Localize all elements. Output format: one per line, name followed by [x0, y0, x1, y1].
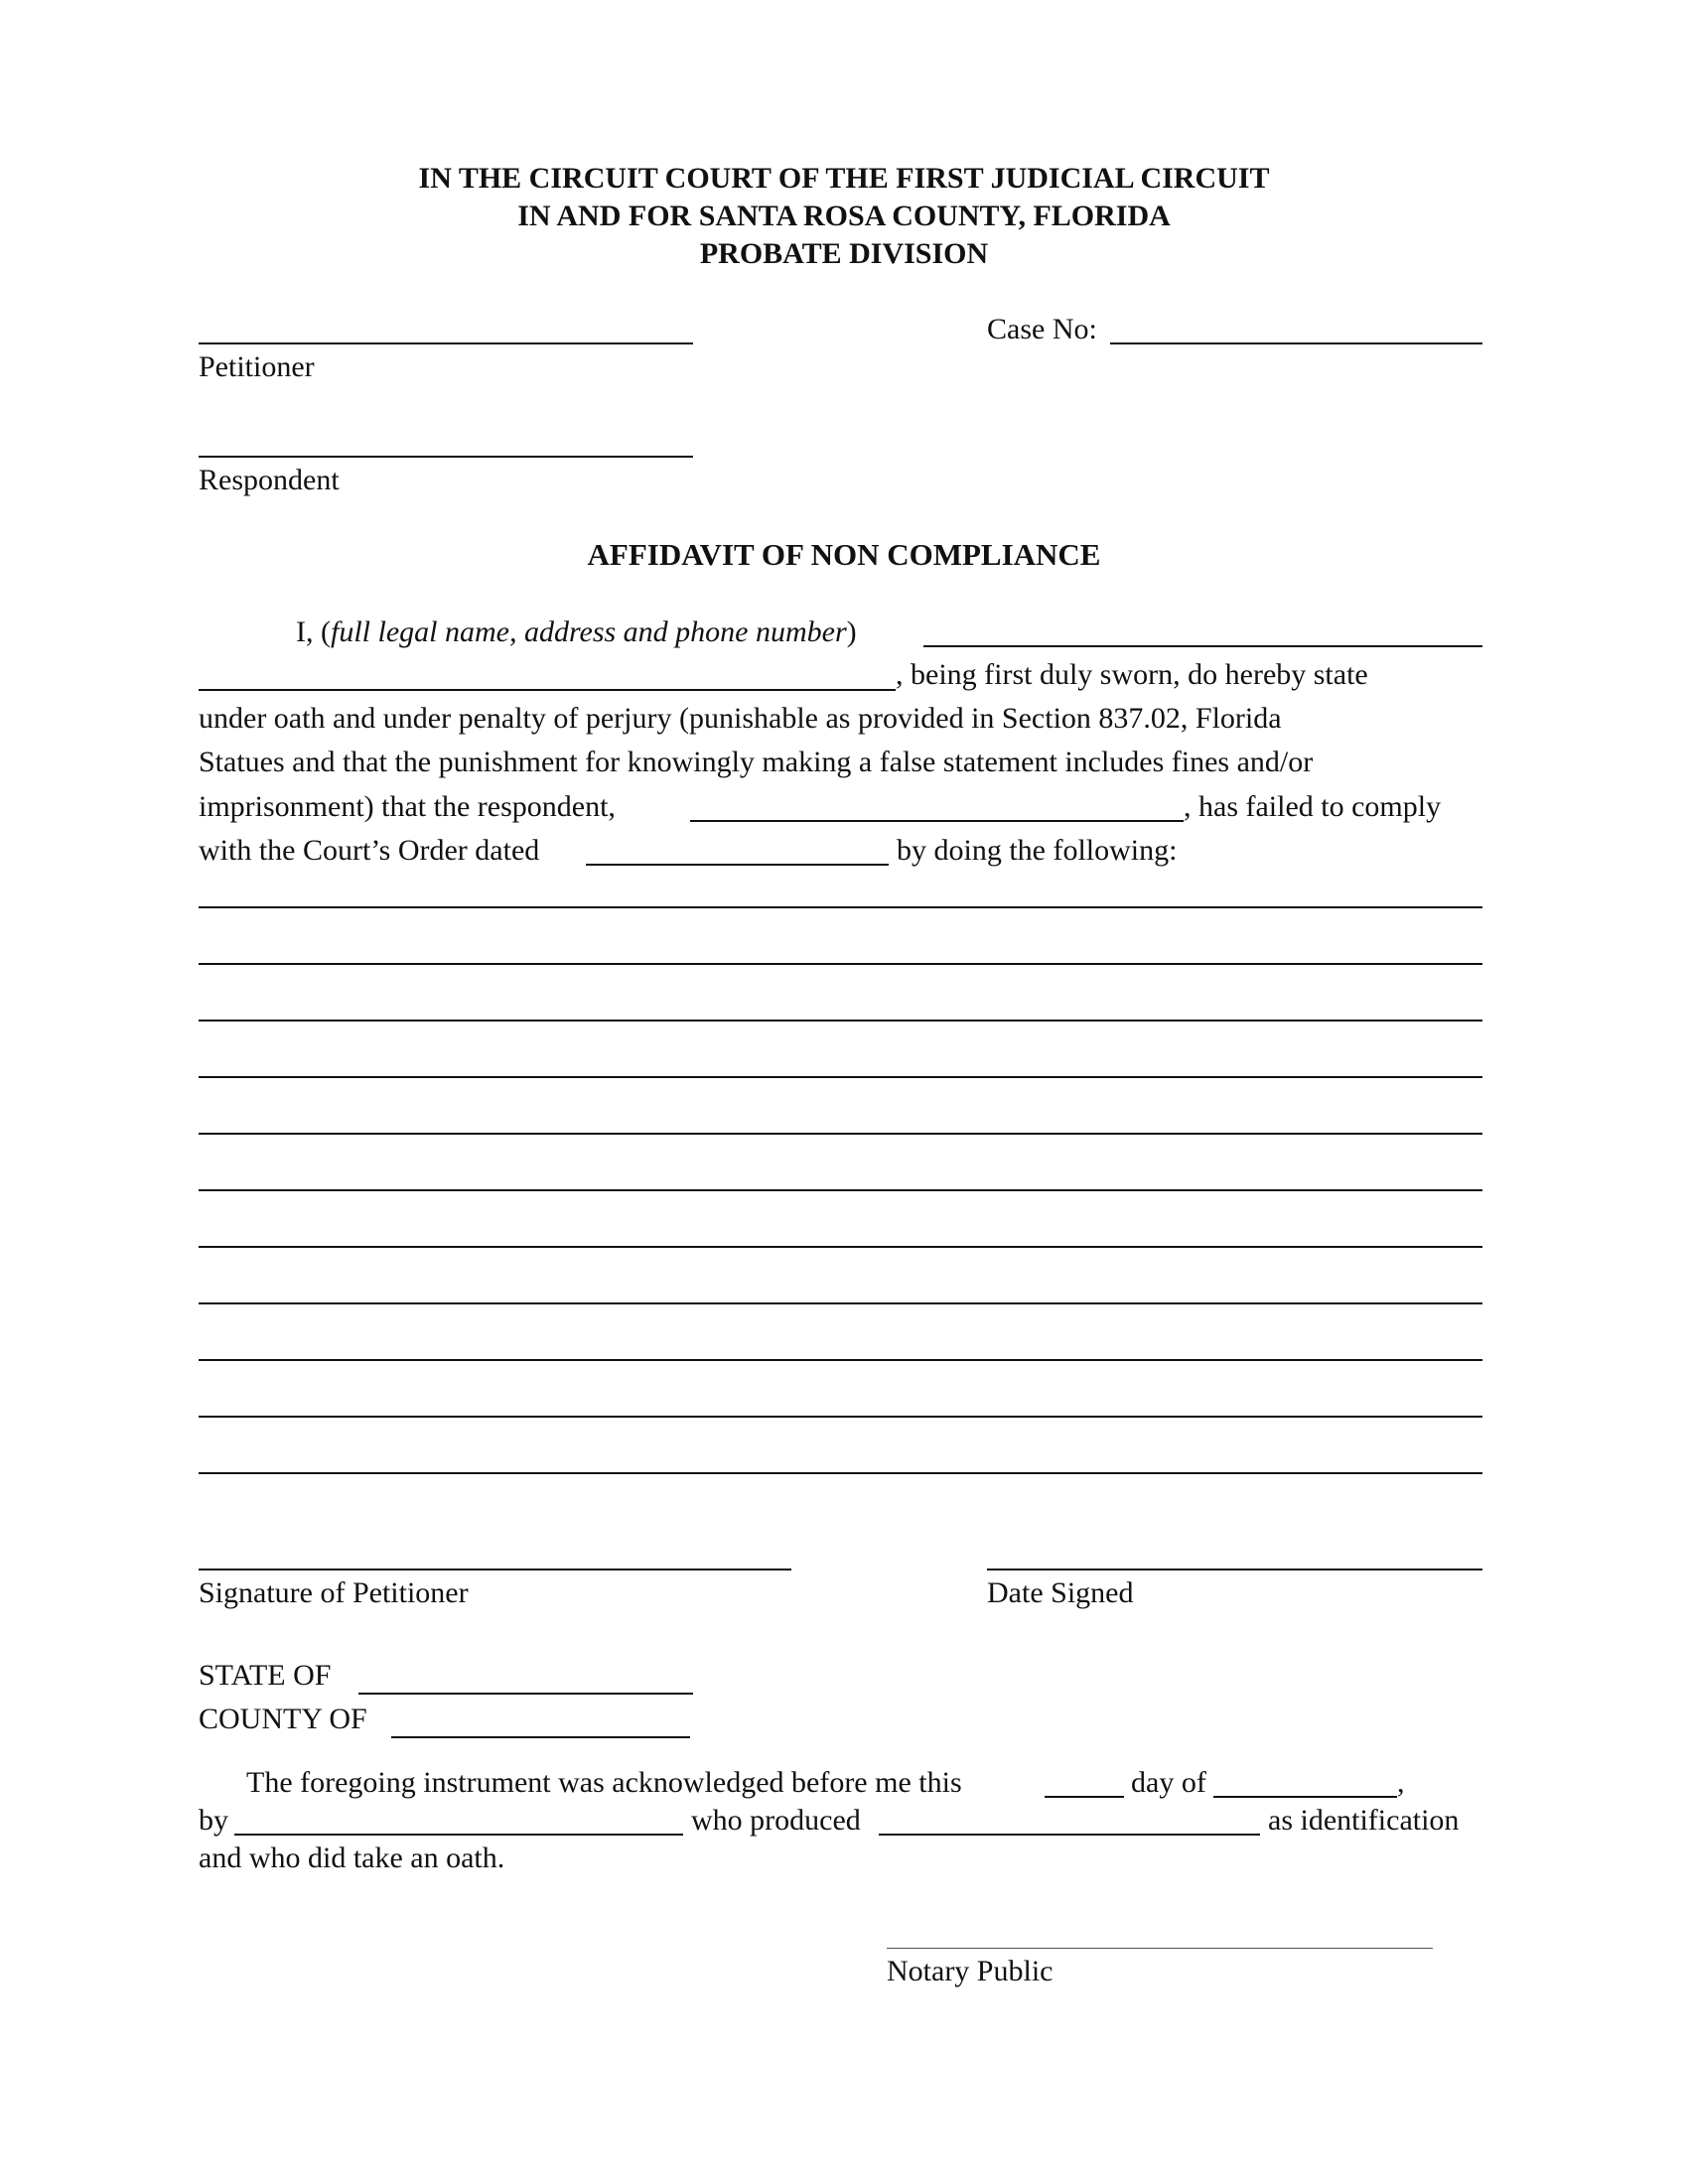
- petitioner-name-field[interactable]: [199, 342, 693, 344]
- description-line[interactable]: [199, 1133, 1482, 1135]
- description-line[interactable]: [199, 1416, 1482, 1418]
- intro-instruction: full legal name, address and phone number: [330, 615, 847, 648]
- failed-comply-text: , has failed to comply: [1184, 790, 1442, 823]
- respondent-name-field[interactable]: [199, 456, 693, 458]
- acknowledged-by-field[interactable]: [234, 1834, 683, 1836]
- description-line[interactable]: [199, 1076, 1482, 1078]
- sworn-text: , being first duly sworn, do hereby state: [896, 658, 1368, 691]
- court-heading-line-1: IN THE CIRCUIT COURT OF THE FIRST JUDICIAL CIRCUIT: [418, 162, 1270, 195]
- intro-prefix: I, (: [296, 615, 331, 648]
- by-text: by: [199, 1804, 228, 1837]
- as-identification-text: as identification: [1268, 1804, 1460, 1837]
- date-signed-label: Date Signed: [987, 1576, 1134, 1609]
- ack-comma: ,: [1397, 1766, 1405, 1799]
- court-heading-line-3: PROBATE DIVISION: [699, 237, 989, 270]
- description-line[interactable]: [199, 1302, 1482, 1304]
- county-field[interactable]: [391, 1736, 690, 1738]
- notary-public-label: Notary Public: [887, 1955, 1054, 1987]
- following-text: by doing the following:: [897, 834, 1178, 867]
- state-of-label: STATE OF: [199, 1659, 332, 1692]
- description-line[interactable]: [199, 1246, 1482, 1248]
- date-signed-field[interactable]: [987, 1569, 1482, 1570]
- affiant-info-field-1[interactable]: [923, 645, 1482, 647]
- description-line[interactable]: [199, 1189, 1482, 1191]
- respondent-label: Respondent: [199, 464, 340, 496]
- case-no-field[interactable]: [1110, 342, 1482, 344]
- identification-field[interactable]: [879, 1834, 1260, 1836]
- affiant-info-field-2[interactable]: [199, 689, 896, 691]
- respondent-field[interactable]: [690, 820, 1184, 822]
- imprisonment-text: imprisonment) that the respondent,: [199, 790, 616, 823]
- intro-text: [296, 614, 857, 650]
- order-dated-text: with the Court’s Order dated: [199, 834, 540, 867]
- oath-text: under oath and under penalty of perjury (punishable as provided in Section 837.02, Florida: [199, 702, 1282, 735]
- signature-label: Signature of Petitioner: [199, 1576, 469, 1609]
- acknowledged-text: The foregoing instrument was acknowledged before me this: [246, 1766, 962, 1799]
- statues-text: Statues and that the punishment for knowingly making a false statement includes fines and/or: [199, 746, 1314, 778]
- notary-signature-field[interactable]: [887, 1948, 1433, 1949]
- document-title: AFFIDAVIT OF NON COMPLIANCE: [587, 537, 1101, 572]
- description-line[interactable]: [199, 1472, 1482, 1474]
- description-line[interactable]: [199, 906, 1482, 908]
- state-field[interactable]: [358, 1693, 693, 1695]
- description-line[interactable]: [199, 1020, 1482, 1022]
- case-no-label: Case No:: [987, 313, 1097, 345]
- description-line[interactable]: [199, 963, 1482, 965]
- county-of-label: COUNTY OF: [199, 1703, 367, 1735]
- ack-month-field[interactable]: [1213, 1796, 1397, 1798]
- who-produced-text: who produced: [691, 1804, 861, 1837]
- court-heading-line-2: IN AND FOR SANTA ROSA COUNTY, FLORIDA: [517, 200, 1171, 232]
- petitioner-signature-field[interactable]: [199, 1569, 791, 1570]
- petitioner-label: Petitioner: [199, 350, 315, 383]
- day-of-text: day of: [1131, 1766, 1206, 1799]
- order-date-field[interactable]: [586, 864, 889, 866]
- ack-day-field[interactable]: [1045, 1796, 1124, 1798]
- intro-suffix: ): [846, 615, 857, 648]
- description-line[interactable]: [199, 1359, 1482, 1361]
- oath-taken-text: and who did take an oath.: [199, 1842, 505, 1874]
